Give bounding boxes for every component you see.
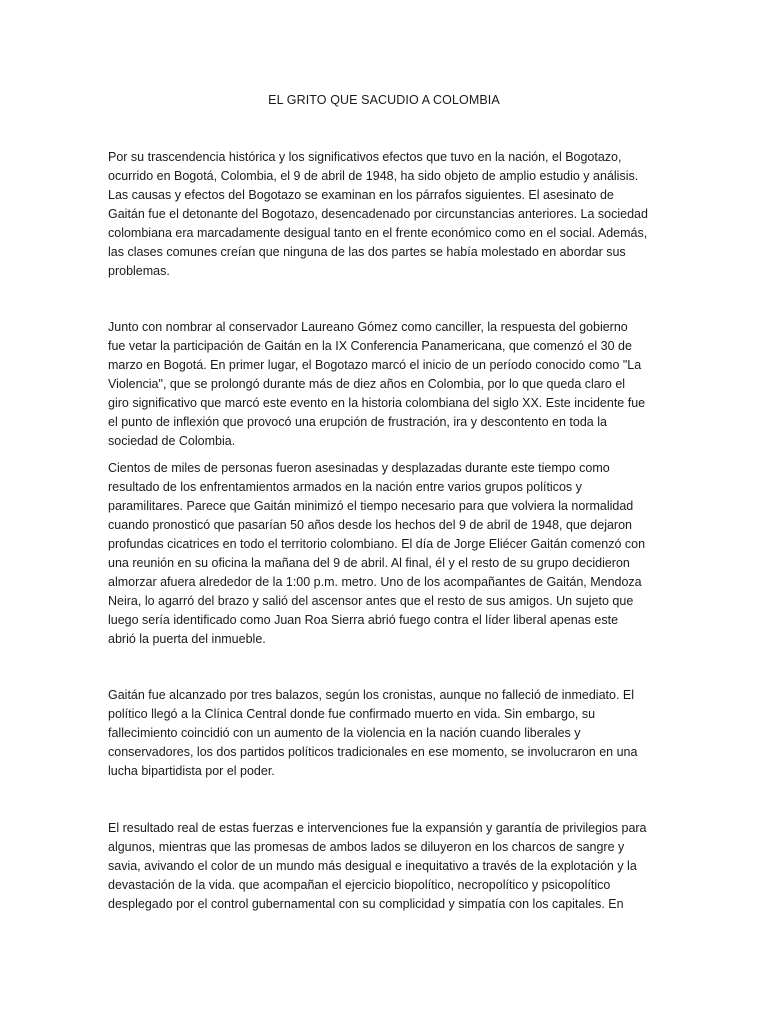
- paragraph-2: Junto con nombrar al conservador Laureano Gómez como canciller, la respuesta del gobierno fue vetar la participación de Gaitán en la IX Conferencia Panamericana, que comenzó el 30 de marzo en Bogotá. En primer lugar, el Bogotazo marcó el inicio de un período conocido como "La Violencia", que se prolongó durante más de diez años en Colombia, por lo que queda claro el giro significativo que marcó este evento en la historia colombiana del siglo XX. Este incidente fue el punto de inflexión que provocó una erupción de frustración, ira y descontento en toda la sociedad de Colombia.: [108, 320, 646, 448]
- paragraph-4: Gaitán fue alcanzado por tres balazos, según los cronistas, aunque no falleció de inmediato. El político llegó a la Clínica Central donde fue confirmado muerto en vida. Sin embargo, su fallecimiento coincidió con un aumento de la violencia en la nación cuando liberales y conservadores, los dos partidos políticos tradicionales en ese momento, se involucraron en una lucha bipartidista por el poder.: [108, 688, 638, 778]
- document-title: EL GRITO QUE SACUDIO A COLOMBIA: [268, 93, 500, 107]
- paragraph-3: Cientos de miles de personas fueron asesinadas y desplazadas durante este tiempo como resultado de los enfrentamientos armados en la nación entre varios grupos políticos y paramilitares. Parece que Gaitán minimizó el tiempo necesario para que volviera la normalidad cuando pronosticó que pasarían 50 años desde los hechos del 9 de abril de 1948, que dejaron profundas cicatrices en todo el territorio colombiano. El día de Jorge Eliécer Gaitán comenzó con una reunión en su oficina la mañana del 9 de abril. Al final, él y el resto de su grupo decidieron almorzar afuera alrededor de la 1:00 p.m. metro. Uno de los acompañantes de Gaitán, Mendoza Neira, lo agarró del brazo y salió del ascensor antes que el resto de sus amigos. Un sujeto que luego sería identificado como Juan Roa Sierra abrió fuego contra el líder liberal apenas este abrió la puerta del inmueble.: [108, 461, 646, 646]
- paragraph-5: El resultado real de estas fuerzas e intervenciones fue la expansión y garantía de privilegios para algunos, mientras que las promesas de ambos lados se diluyeron en los charcos de sangre y savia, avivando el color de un mundo más desigual e inequitativo a través de la explotación y la devastación de la vida. que acompañan el ejercicio biopolítico, necropolítico y psicopolítico desplegado por el control gubernamental con su complicidad y simpatía con los capitales. En: [108, 821, 647, 911]
- paragraph-1: Por su trascendencia histórica y los significativos efectos que tuvo en la nación, el Bogotazo, ocurrido en Bogotá, Colombia, el 9 de abril de 1948, ha sido objeto de amplio estudio y análisis. Las causas y efectos del Bogotazo se examinan en los párrafos siguientes. El asesinato de Gaitán fue el detonante del Bogotazo, desencadenado por circunstancias anteriores. La sociedad colombiana era marcadamente desigual tanto en el frente económico como en el social. Además, las clases comunes creían que ninguna de las dos partes se había molestado en abordar sus problemas.: [108, 150, 648, 278]
